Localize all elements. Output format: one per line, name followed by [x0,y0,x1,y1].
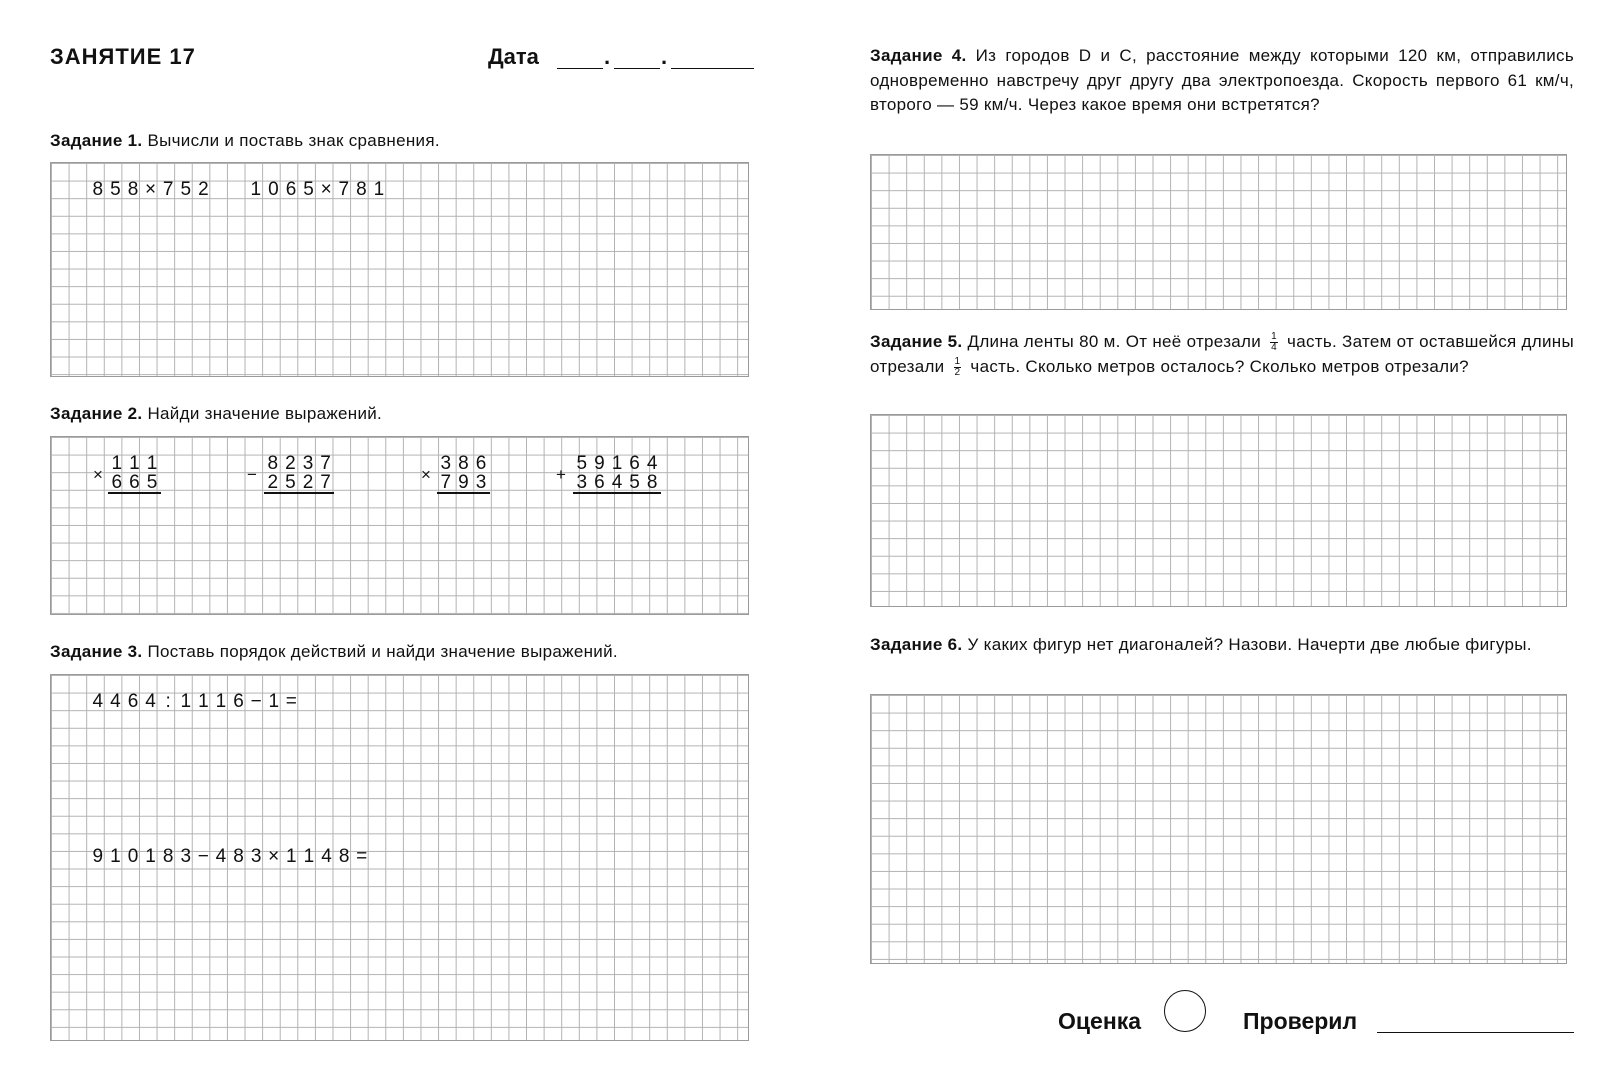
task5-text-b: часть. Затем от оставшейся длины отрезали [870,332,1574,376]
task1-text: Вычисли и поставь знак сравнения. [147,131,440,150]
task5-text-c: часть. Сколько метров осталось? Сколько метров отрезали? [970,356,1469,376]
task3-label: Задание 3. [50,642,143,661]
task2-prompt [50,402,382,427]
task2-column-1: 1 1 1 6 6 5 [108,454,161,494]
task2-col2-operator: − [247,465,257,484]
checked-by-blank[interactable] [1377,1032,1574,1033]
task1-prompt [50,129,440,154]
task2-col4-operator: + [556,465,566,484]
task3-text: Поставь порядок действий и найди значение выражений. [147,642,618,661]
task4-label: Задание 4. [870,46,967,65]
task2-col1-operator: × [93,465,103,484]
task4-text: Из городов D и C, расстояние между которыми 120 км, отправились одновременно навстречу друг другу два электропоезда. Скорость первого 61 км/ч, второго — 59 км/ч. Через какое время они встретятся? [870,46,1574,114]
date-day-blank[interactable] [557,68,603,69]
task5-fraction-1: $\frac{1}{4}$ [1271,331,1277,354]
task2-column-4: 5 9 1 6 4 3 6 4 5 8 [573,454,661,494]
grade-label: Оценка [1058,1008,1142,1034]
task6-text: У каких фигур нет диагоналей? Назови. Начерти две любые фигуры. [967,635,1532,654]
checked-by-label: Проверил [1243,1008,1358,1034]
task3-expression-1: 4 4 6 4 : 1 1 1 6 − 1 = [92,691,297,712]
date-month-blank[interactable] [614,68,660,69]
task2-column-3: 3 8 6 7 9 3 [437,454,490,494]
task5-fraction-2: $\frac{1}{2}$ [954,355,961,378]
grade-circle[interactable] [1164,990,1206,1032]
lesson-title: ЗАНЯТИЕ 17 [50,44,196,69]
task6-prompt [870,633,1574,658]
task4-answer-grid[interactable] [870,154,1567,310]
task2-label: Задание 2. [50,404,143,423]
date-field [488,44,539,70]
task5-prompt [870,330,1574,379]
task6-answer-grid[interactable] [870,694,1567,964]
task2-col3-operator: × [421,465,431,484]
task5-text-a: Длина ленты 80 м. От неё отрезали [967,332,1262,351]
task6-label: Задание 6. [870,635,963,654]
task2-column-2: 8 2 3 7 2 5 2 7 [264,454,334,494]
task1-expression-left: 8 5 8 × 7 5 2 [92,179,209,200]
task5-label: Задание 5. [870,332,963,351]
date-separator: . [661,44,668,69]
task2-text: Найди значение выражений. [147,404,383,423]
task5-answer-grid[interactable] [870,414,1567,607]
task1-expression-right: 1 0 6 5 × 7 8 1 [250,179,385,200]
task4-prompt [870,44,1574,118]
date-year-blank[interactable] [671,68,754,69]
date-label: Дата [488,44,539,69]
task1-label: Задание 1. [50,131,143,150]
task3-expression-2: 9 1 0 1 8 3 − 4 8 3 × 1 1 4 8 = [92,846,368,867]
date-separator: . [604,44,611,69]
task3-prompt [50,640,618,665]
